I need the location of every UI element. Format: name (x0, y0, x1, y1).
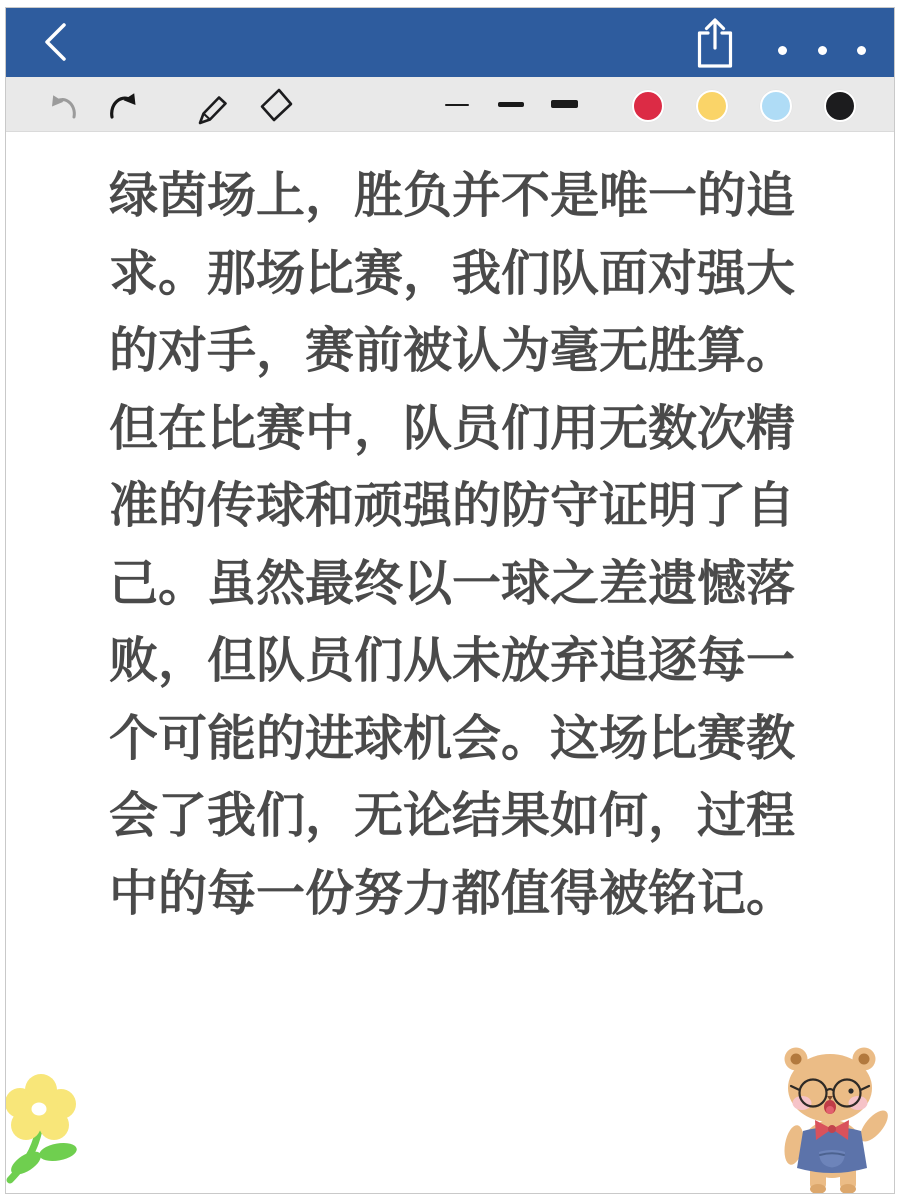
eraser-tool-button[interactable] (257, 85, 295, 125)
eraser-icon (257, 113, 295, 128)
teddy-bear-sticker[interactable] (782, 1045, 890, 1193)
note-text (109, 158, 815, 933)
note-canvas[interactable] (6, 132, 894, 1193)
note-line: 己。虽然最终以一球之差遗憾落 (109, 556, 796, 611)
flower-icon (6, 1070, 85, 1190)
ellipsis-icon (818, 46, 827, 55)
note-line: 的对手，赛前被认为毫无胜算。 (109, 324, 796, 378)
drawing-toolbar (6, 77, 894, 132)
note-line: 个可能的进球机会。这场比赛教 (109, 711, 796, 766)
more-options-button[interactable] (770, 34, 874, 66)
note-line: 但在比赛中，队员们用无数次精 (109, 401, 796, 456)
undo-icon (46, 111, 82, 126)
color-swatch-light-blue[interactable] (760, 90, 792, 122)
back-button[interactable] (34, 16, 82, 68)
ellipsis-icon (857, 46, 866, 55)
app-window (5, 7, 895, 1194)
note-line: 会了我们，无论结果如何，过程 (109, 789, 796, 843)
chevron-left-icon (34, 56, 82, 71)
title-bar (6, 8, 894, 77)
color-swatch-yellow[interactable] (696, 90, 728, 122)
note-line: 准的传球和顽强的防守证明了自 (109, 479, 796, 533)
color-swatch-red[interactable] (632, 90, 664, 122)
redo-button[interactable] (103, 87, 141, 123)
stroke-width-medium[interactable] (498, 102, 524, 107)
flower-sticker[interactable] (6, 1070, 85, 1190)
undo-button[interactable] (46, 89, 82, 123)
note-line: 求。那场比赛，我们队面对强大 (109, 246, 796, 301)
pencil-icon (192, 115, 232, 130)
share-button[interactable] (692, 14, 738, 72)
stroke-width-thin[interactable] (445, 104, 469, 106)
note-line: 败，但队员们从未放弃追逐每一 (109, 634, 796, 688)
note-line: 中的每一份努力都值得被铭记。 (109, 866, 796, 921)
note-line: 绿茵场上，胜负并不是唯一的追 (109, 169, 796, 223)
redo-icon (103, 111, 141, 126)
pen-tool-button[interactable] (192, 85, 232, 127)
stroke-width-thick[interactable] (551, 100, 578, 108)
share-icon (692, 60, 738, 75)
ellipsis-icon (778, 46, 787, 55)
color-swatch-black[interactable] (824, 90, 856, 122)
teddy-bear-icon (782, 1045, 890, 1193)
